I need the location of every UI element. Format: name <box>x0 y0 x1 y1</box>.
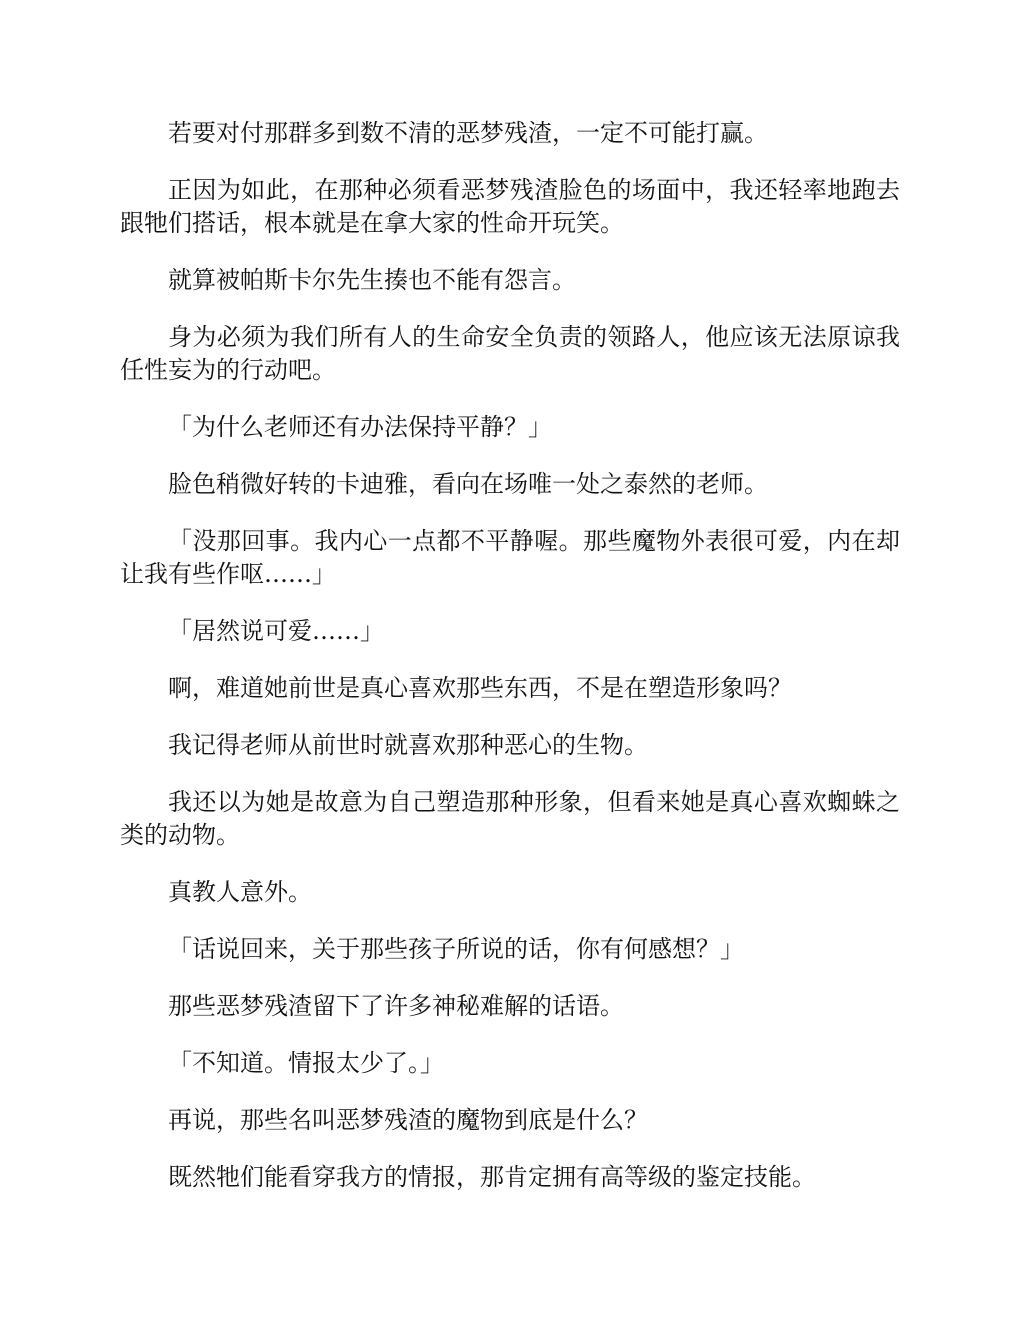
paragraph: 「为什么老师还有办法保持平静？」 <box>168 413 552 441</box>
paragraph: 身为必须为我们所有人的生命安全负责的领路人，他应该无法原谅我任性妄为的行动吧。 <box>120 323 900 384</box>
paragraph: 「没那回事。我内心一点都不平静喔。那些魔物外表很可爱，内在却让我有些作呕……」 <box>120 527 900 588</box>
paragraph: 真教人意外。 <box>168 878 312 906</box>
paragraph: 「话说回来，关于那些孩子所说的话，你有何感想？」 <box>168 935 744 963</box>
paragraph: 「居然说可爱……」 <box>168 617 384 645</box>
paragraph: 我记得老师从前世时就喜欢那种恶心的生物。 <box>168 731 648 759</box>
paragraph: 就算被帕斯卡尔先生揍也不能有怨言。 <box>168 266 576 294</box>
paragraph: 「不知道。情报太少了。」 <box>168 1049 444 1077</box>
paragraph: 那些恶梦残渣留下了许多神秘难解的话语。 <box>168 992 624 1020</box>
paragraph: 脸色稍微好转的卡迪雅，看向在场唯一处之泰然的老师。 <box>168 470 768 498</box>
paragraph: 我还以为她是故意为自己塑造那种形象，但看来她是真心喜欢蜘蛛之类的动物。 <box>120 788 900 849</box>
paragraph: 啊，难道她前世是真心喜欢那些东西，不是在塑造形象吗？ <box>168 674 792 702</box>
paragraph: 再说，那些名叫恶梦残渣的魔物到底是什么？ <box>168 1106 648 1134</box>
document-page <box>120 117 900 1218</box>
paragraph: 若要对付那群多到数不清的恶梦残渣，一定不可能打赢。 <box>168 119 768 147</box>
paragraph: 正因为如此，在那种必须看恶梦残渣脸色的场面中，我还轻率地跑去跟牠们搭话，根本就是在拿大家的性命开玩笑。 <box>120 176 900 237</box>
paragraph: 既然牠们能看穿我方的情报，那肯定拥有高等级的鉴定技能。 <box>168 1163 816 1191</box>
